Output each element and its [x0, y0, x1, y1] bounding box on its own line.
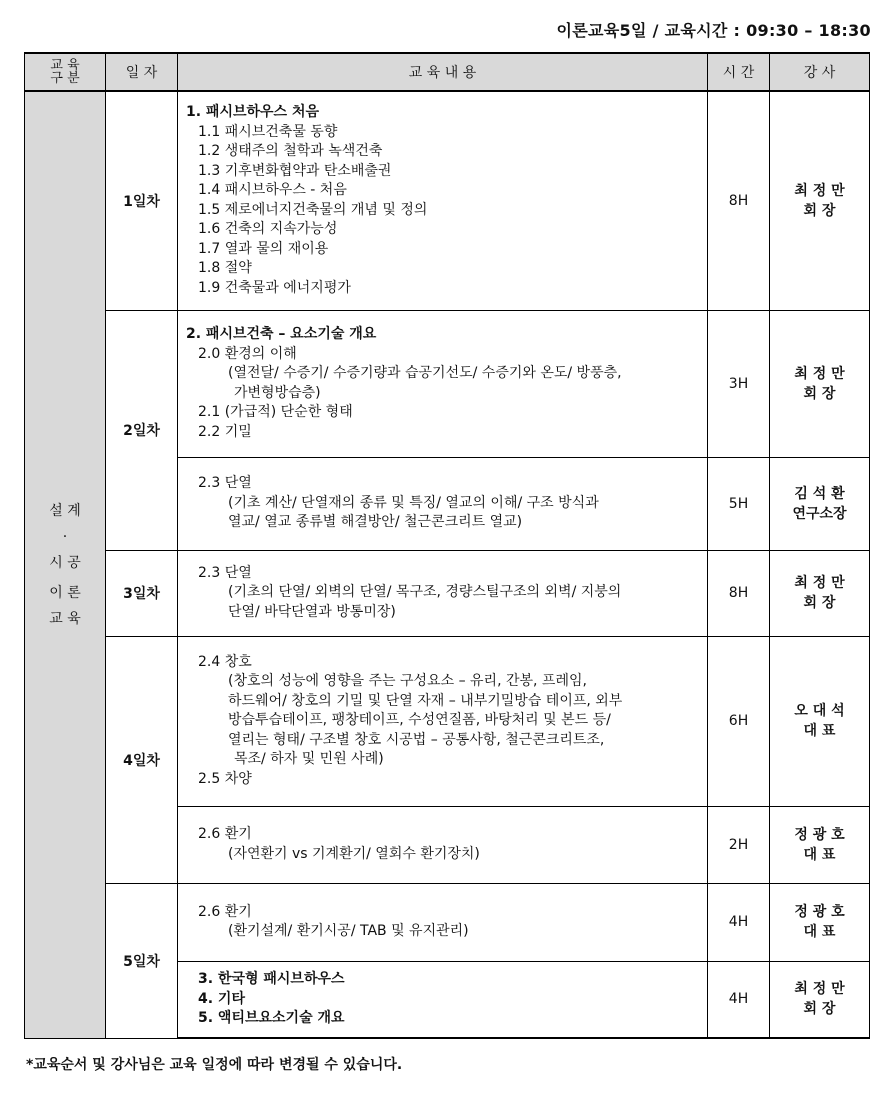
time-cell: 5H — [708, 457, 770, 550]
list-item: 1.1 패시브건축물 동향 — [198, 123, 338, 140]
header-day: 일 자 — [106, 53, 178, 91]
item-detail: 열교/ 열교 종류별 해결방안/ 철근콘크리트 열교) — [228, 514, 523, 531]
instructor-title: 대 표 — [803, 846, 836, 863]
section-title: 3. 한국형 패시브하우스 — [198, 971, 345, 987]
list-item: 2.2 기밀 — [198, 423, 252, 440]
instructor-title: 대 표 — [803, 924, 836, 940]
header-content: 교 육 내 용 — [178, 53, 708, 91]
instructor-name: 오 대 석 — [794, 703, 845, 719]
header-category-line1: 교 육 — [50, 58, 80, 73]
time-cell: 8H — [708, 550, 770, 636]
instructor-cell — [770, 91, 870, 310]
list-item: 2.1 (가급적) 단순한 형태 — [198, 404, 353, 420]
instructor-cell — [770, 636, 870, 806]
instructor-cell — [770, 457, 870, 550]
table-row — [25, 310, 870, 457]
list-item: 1.9 건축물과 에너지평가 — [198, 279, 351, 296]
item-detail: 하드웨어/ 창호의 기밀 및 단열 자재 – 내부기밀방습 테이프, 외부 — [228, 692, 623, 709]
table-header-row — [25, 53, 870, 91]
list-item: 1.4 패시브하우스 - 처음 — [198, 182, 347, 199]
content-cell — [178, 636, 708, 806]
list-item: 2.3 단열 — [198, 475, 252, 492]
content-cell — [178, 310, 708, 457]
list-item: 2.5 차양 — [198, 770, 252, 787]
item-detail: (자연환기 vs 기계환기/ 열회수 환기장치) — [228, 845, 480, 862]
table-row — [25, 636, 870, 806]
header-instructor: 강 사 — [770, 53, 870, 91]
instructor-name: 최 정 만 — [794, 182, 845, 199]
day-cell: 5일차 — [106, 883, 178, 1038]
list-item: 1.6 건축의 지속가능성 — [198, 221, 338, 238]
item-detail: (창호의 성능에 영향을 주는 구성요소 – 유리, 간봉, 프레임, — [228, 673, 587, 690]
instructor-name: 정 광 호 — [794, 826, 845, 843]
day-cell: 1일차 — [106, 91, 178, 310]
item-detail: (기초 계산/ 단열재의 종류 및 특징/ 열교의 이해/ 구조 방식과 — [228, 494, 599, 511]
section-title: 5. 액티브요소기술 개요 — [198, 1010, 345, 1026]
content-cell — [178, 91, 708, 310]
category-line: · — [62, 528, 68, 545]
instructor-title: 회 장 — [803, 595, 836, 611]
instructor-name: 최 정 만 — [794, 365, 845, 382]
item-detail: (열전달/ 수증기/ 수증기량과 습공기선도/ 수증기와 온도/ 방풍층, — [228, 365, 622, 381]
list-item: 1.5 제로에너지건축물의 개념 및 정의 — [198, 201, 428, 218]
footnote: *교육순서 및 강사님은 교육 일정에 따라 변경될 수 있습니다. — [26, 1057, 403, 1073]
table-row — [25, 883, 870, 961]
list-item: 2.6 환기 — [198, 903, 252, 920]
list-item: 1.3 기후변화협약과 탄소배출권 — [198, 162, 392, 179]
instructor-title: 회 장 — [803, 385, 836, 402]
instructor-cell — [770, 806, 870, 883]
category-line: 이 론 — [49, 584, 81, 601]
section-title: 2. 패시브건축 – 요소기술 개요 — [186, 326, 377, 342]
curriculum-table — [24, 52, 870, 1039]
header-time: 시 간 — [708, 53, 770, 91]
instructor-cell — [770, 550, 870, 636]
item-detail: 열리는 형태/ 구조별 창호 시공법 – 공통사항, 철근콘크리트조, — [228, 731, 605, 748]
category-cell — [25, 91, 106, 1038]
content-cell — [178, 550, 708, 636]
item-detail: (기초의 단열/ 외벽의 단열/ 목구조, 경량스틸구조의 외벽/ 지붕의 — [228, 584, 622, 601]
category-line: 교 육 — [49, 610, 81, 627]
time-cell: 2H — [708, 806, 770, 883]
time-cell: 8H — [708, 91, 770, 310]
time-cell: 6H — [708, 636, 770, 806]
day-cell: 4일차 — [106, 636, 178, 883]
category-line: 설 계 — [49, 502, 81, 519]
instructor-name: 김 석 환 — [794, 485, 845, 502]
time-cell: 4H — [708, 961, 770, 1038]
instructor-title: 회 장 — [803, 202, 836, 219]
instructor-cell — [770, 310, 870, 457]
category-line: 시 공 — [49, 554, 81, 571]
table-row — [25, 550, 870, 636]
item-detail: 단열/ 바닥단열과 방통미장) — [228, 603, 396, 620]
day-cell: 2일차 — [106, 310, 178, 550]
item-detail: 방습투습테이프, 팽창테이프, 수성연질폼, 바탕처리 및 본드 등/ — [228, 712, 611, 729]
item-detail: 목조/ 하자 및 민원 사례) — [234, 751, 384, 768]
list-item: 2.4 창호 — [198, 653, 252, 670]
instructor-name: 최 정 만 — [794, 575, 845, 591]
table-row — [25, 91, 870, 310]
list-item: 1.8 절약 — [198, 260, 252, 277]
schedule-info: 이론교육5일 / 교육시간 : 09:30 – 18:30 — [556, 21, 871, 40]
day-cell: 3일차 — [106, 550, 178, 636]
instructor-title: 연구소장 — [792, 505, 847, 522]
time-cell: 3H — [708, 310, 770, 457]
list-item: 1.7 열과 물의 재이용 — [198, 240, 329, 257]
content-cell — [178, 961, 708, 1038]
list-item: 2.0 환경의 이해 — [198, 345, 297, 362]
instructor-name: 정 광 호 — [794, 904, 845, 920]
content-cell — [178, 806, 708, 883]
item-detail: (환기설계/ 환기시공/ TAB 및 유지관리) — [228, 923, 469, 939]
instructor-cell — [770, 961, 870, 1038]
instructor-title: 회 장 — [803, 1001, 836, 1018]
list-item: 1.2 생태주의 철학과 녹색건축 — [198, 143, 383, 160]
instructor-title: 대 표 — [803, 723, 836, 739]
section-title: 4. 기타 — [198, 990, 245, 1007]
section-title: 1. 패시브하우스 처음 — [186, 104, 319, 121]
list-item: 2.6 환기 — [198, 826, 252, 842]
list-item: 2.3 단열 — [198, 564, 252, 581]
instructor-cell — [770, 883, 870, 961]
content-cell — [178, 457, 708, 550]
content-cell — [178, 883, 708, 961]
header-category-line2: 구 분 — [50, 71, 80, 86]
item-detail: 가변형방습층) — [234, 384, 321, 401]
header-category — [25, 53, 106, 91]
instructor-name: 최 정 만 — [794, 981, 845, 998]
time-cell: 4H — [708, 883, 770, 961]
